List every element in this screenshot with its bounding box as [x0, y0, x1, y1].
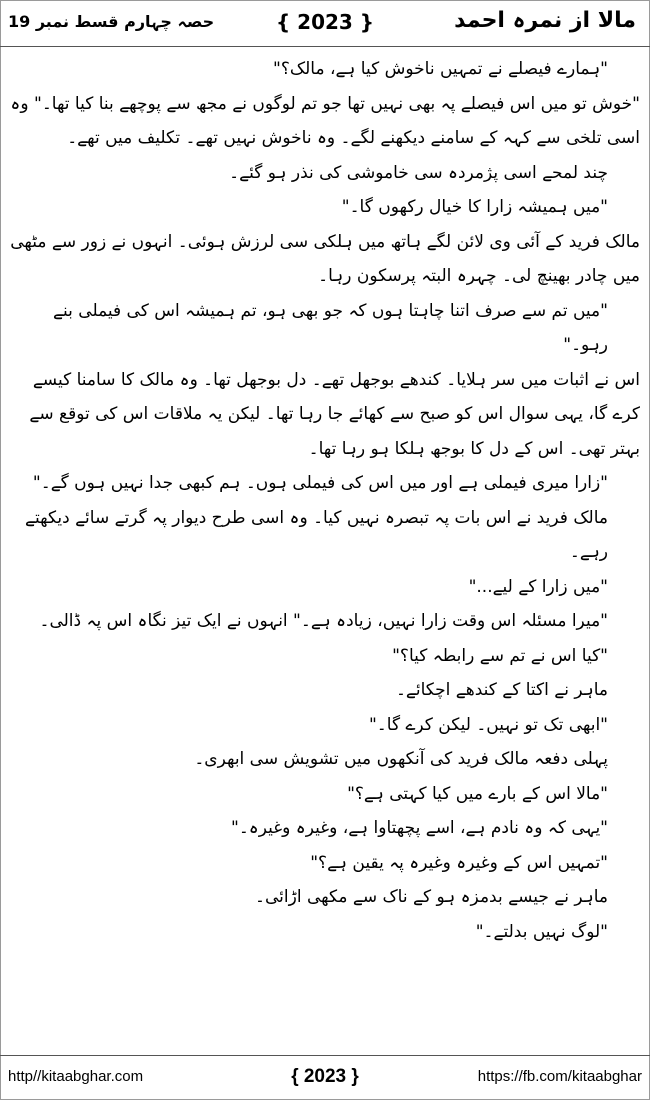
page-footer	[0, 1055, 650, 1100]
paragraph: "لوگ نہیں بدلتے۔"	[475, 921, 608, 942]
paragraph: ماہر نے جیسے بدمزہ ہو کے ناک سے مکھی اڑائی۔	[255, 887, 608, 907]
paragraph: "یہی کہ وہ نادم ہے، اسے پچھتاوا ہے، وغیرہ وغیرہ۔"	[231, 818, 608, 838]
paragraph: "تمہیں اس کے وغیرہ وغیرہ پہ یقین ہے؟"	[310, 852, 608, 873]
novel-title: مالا از نمرہ احمد	[454, 8, 636, 33]
paragraph: مالک فرید نے اس بات پہ تبصرہ نہیں کیا۔ وہ اسی طرح دیوار پہ گرتے سائے دیکھتے رہے۔	[25, 507, 608, 562]
paragraph: "زارا میری فیملی ہے اور میں اس کی فیملی ہوں۔ ہم کبھی جدا نہیں ہوں گے۔"	[32, 473, 608, 493]
paragraph: مالک فرید کے آئی وی لائن لگے ہاتھ میں ہلکی سی لرزش ہوئی۔ انہوں نے زور سے مٹھی میں چادر بھینچ لی۔ چہرہ البتہ پرسکون رہا۔	[10, 231, 640, 286]
paragraph: "میں ہمیشہ زارا کا خیال رکھوں گا۔"	[341, 197, 608, 217]
paragraph: "کیا اس نے تم سے رابطہ کیا؟"	[392, 645, 608, 666]
paragraph: "میں تم سے صرف اتنا چاہتا ہوں کہ جو بھی ہو، تم ہمیشہ اس کی فیملی بنے رہو۔"	[53, 300, 608, 355]
paragraph: "ابھی تک تو نہیں۔ لیکن کرے گا۔"	[368, 714, 608, 735]
episode-label: حصہ چہارم قسط نمبر 19	[8, 12, 215, 31]
facebook-link[interactable]: https://fb.com/kitaabghar	[477, 1068, 642, 1085]
paragraph: چند لمحے اسی پژمردہ سی خاموشی کی نذر ہو گئے۔	[229, 162, 608, 183]
paragraph: ماہر نے اکتا کے کندھے اچکائے۔	[395, 680, 608, 700]
paragraph: "میرا مسئلہ اس وقت زارا نہیں، زیادہ ہے۔" انہوں نے ایک تیز نگاہ اس پہ ڈالی۔	[39, 611, 608, 631]
header-year: { 2023 }	[275, 10, 375, 34]
paragraph: "خوش تو میں اس فیصلے پہ بھی نہیں تھا جو تم لوگوں نے مجھ سے پوچھے بنا کیا تھا۔" وہ اسی تلخی سے کہہ کے سامنے دیکھنے لگے۔ وہ ناخوش نہیں تھے۔ تکلیف میں تھے۔	[10, 93, 640, 148]
paragraph: "ہمارے فیصلے نے تمہیں ناخوش کیا ہے، مالک؟"	[273, 59, 608, 79]
website-link[interactable]: http//kitaabghar.com	[8, 1068, 144, 1085]
page-header	[0, 0, 650, 47]
footer-year: { 2023 }	[291, 1066, 359, 1087]
paragraph: "مالا اس کے بارے میں کیا کہتی ہے؟"	[347, 783, 608, 804]
story-text	[8, 52, 640, 1052]
paragraph: اس نے اثبات میں سر ہلایا۔ کندھے بوجھل تھے۔ دل بوجھل تھا۔ وہ مالک کا سامنا کیسے کرے گا، یہی سوال اس کو صبح سے کھائے جا رہا تھا۔ لیکن یہ ملاقات اس کی توقع سے بہتر تھی۔ اس کے دل کا بوجھ ہلکا ہو رہا تھا۔	[29, 369, 640, 459]
paragraph: پہلی دفعہ مالک فرید کی آنکھوں میں تشویش سی ابھری۔	[194, 749, 608, 769]
paragraph: "میں زارا کے لیے..."	[468, 576, 608, 597]
